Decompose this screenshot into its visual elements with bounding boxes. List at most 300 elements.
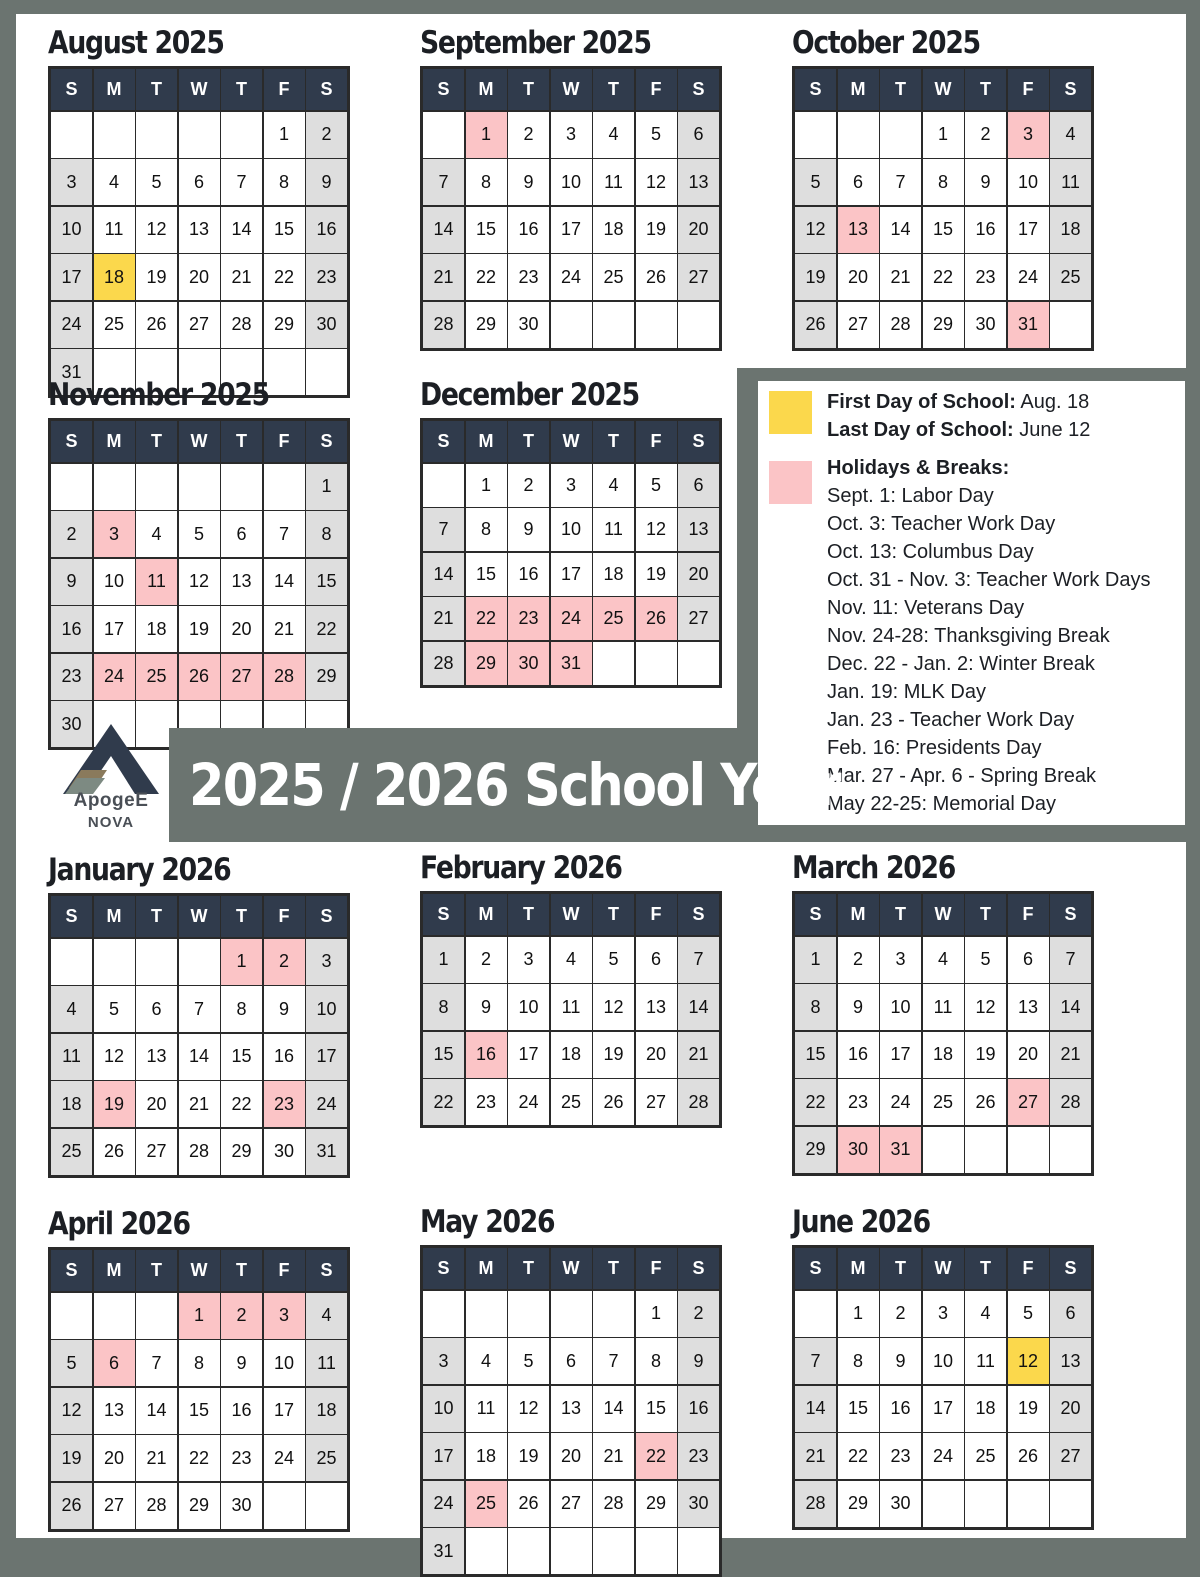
calendar-day: 9 <box>678 1338 719 1384</box>
calendar-day: 18 <box>923 1032 964 1078</box>
empty-cell <box>1008 1127 1049 1173</box>
calendar-day: 23 <box>508 597 549 640</box>
month-title: February 2026 <box>420 850 622 886</box>
empty-cell <box>136 464 177 510</box>
calendar-day: 14 <box>264 559 305 605</box>
calendar-day: 3 <box>94 511 135 557</box>
calendar-day: 30 <box>264 1129 305 1175</box>
day-header: S <box>51 421 92 462</box>
day-header: F <box>1008 1248 1049 1289</box>
empty-cell <box>1050 302 1091 348</box>
calendar-day: 16 <box>838 1032 879 1078</box>
calendar-day: 23 <box>678 1433 719 1479</box>
calendar-day: 6 <box>221 511 262 557</box>
calendar-day: 19 <box>94 1081 135 1127</box>
calendar-day: 29 <box>636 1481 677 1527</box>
day-header: S <box>1050 894 1091 935</box>
calendar-day: 16 <box>221 1388 262 1434</box>
calendar-day: 4 <box>306 1293 347 1339</box>
holidays-title: Holidays & Breaks: <box>827 457 1010 479</box>
calendar-day: 2 <box>965 112 1006 158</box>
calendar-day: 3 <box>551 112 592 158</box>
day-header: F <box>636 894 677 935</box>
day-header: S <box>51 896 92 937</box>
calendar-day: 10 <box>264 1340 305 1386</box>
day-header: W <box>179 69 220 110</box>
calendar-day: 14 <box>880 207 921 253</box>
day-header: W <box>923 894 964 935</box>
calendar-day: 29 <box>923 302 964 348</box>
logo-sub: NOVA <box>87 814 135 831</box>
calendar-day: 7 <box>221 159 262 205</box>
empty-cell <box>136 1293 177 1339</box>
calendar-day: 11 <box>923 984 964 1030</box>
calendar-day: 18 <box>965 1386 1006 1432</box>
calendar-day: 7 <box>678 937 719 983</box>
day-header: M <box>838 1248 879 1289</box>
calendar-day: 19 <box>965 1032 1006 1078</box>
calendar-day: 3 <box>880 937 921 983</box>
empty-cell <box>678 1528 719 1574</box>
calendar-day: 31 <box>306 1129 347 1175</box>
calendar-day: 28 <box>221 302 262 348</box>
calendar-day: 23 <box>965 254 1006 300</box>
day-header: M <box>838 69 879 110</box>
calendar-day: 16 <box>51 606 92 652</box>
calendar-day: 14 <box>1050 984 1091 1030</box>
first-last-day-swatch <box>769 391 812 434</box>
calendar-day: 5 <box>179 511 220 557</box>
calendar-day: 17 <box>551 553 592 596</box>
month-november-2025 <box>48 377 348 750</box>
calendar-day: 1 <box>795 937 836 983</box>
calendar-day: 11 <box>593 159 634 205</box>
holiday-item: Nov. 11: Veterans Day <box>827 597 1025 619</box>
calendar-day: 16 <box>965 207 1006 253</box>
calendar-day: 5 <box>636 464 677 507</box>
calendar-day: 27 <box>136 1129 177 1175</box>
day-header: T <box>136 896 177 937</box>
day-header: T <box>221 896 262 937</box>
calendar-day: 15 <box>221 1034 262 1080</box>
calendar-day: 4 <box>94 159 135 205</box>
month-title: October 2025 <box>792 25 980 61</box>
calendar-day: 28 <box>678 1079 719 1125</box>
calendar-day: 7 <box>136 1340 177 1386</box>
day-header: S <box>306 69 347 110</box>
calendar-day: 17 <box>51 254 92 300</box>
calendar-day: 21 <box>880 254 921 300</box>
calendar-grid <box>48 418 350 750</box>
calendar-day: 4 <box>466 1338 507 1384</box>
calendar-day: 2 <box>264 939 305 985</box>
calendar-day: 27 <box>221 654 262 700</box>
day-header: M <box>94 69 135 110</box>
day-header: S <box>306 1250 347 1291</box>
calendar-day: 25 <box>923 1079 964 1125</box>
calendar-day: 27 <box>179 302 220 348</box>
calendar-day: 17 <box>923 1386 964 1432</box>
calendar-day: 28 <box>179 1129 220 1175</box>
calendar-day: 24 <box>508 1079 549 1125</box>
calendar-day: 29 <box>795 1127 836 1173</box>
calendar-day: 5 <box>136 159 177 205</box>
calendar-day: 25 <box>94 302 135 348</box>
calendar-day: 23 <box>508 254 549 300</box>
day-header: M <box>466 69 507 110</box>
calendar-day: 7 <box>795 1338 836 1384</box>
calendar-day: 12 <box>593 984 634 1030</box>
calendar-day: 26 <box>795 302 836 348</box>
calendar-day: 13 <box>551 1386 592 1432</box>
calendar-day: 10 <box>1008 159 1049 205</box>
day-header: T <box>880 69 921 110</box>
calendar-day: 4 <box>51 986 92 1032</box>
calendar-grid <box>792 1245 1094 1530</box>
calendar-day: 19 <box>593 1032 634 1078</box>
calendar-day: 5 <box>94 986 135 1032</box>
calendar-day: 9 <box>508 159 549 205</box>
calendar-day: 31 <box>423 1528 464 1574</box>
calendar-grid <box>48 1247 350 1532</box>
calendar-day: 1 <box>306 464 347 510</box>
calendar-day: 29 <box>466 302 507 348</box>
calendar-day: 15 <box>179 1388 220 1434</box>
day-header: F <box>636 1248 677 1289</box>
month-february-2026 <box>420 850 720 1128</box>
calendar-day: 14 <box>795 1386 836 1432</box>
calendar-day: 30 <box>678 1481 719 1527</box>
day-header: T <box>508 69 549 110</box>
calendar-day: 25 <box>1050 254 1091 300</box>
calendar-day: 28 <box>795 1481 836 1527</box>
holiday-item: Mar. 27 - Apr. 6 - Spring Break <box>827 765 1097 787</box>
calendar-day: 29 <box>838 1481 879 1527</box>
calendar-day: 8 <box>306 511 347 557</box>
calendar-day: 3 <box>508 937 549 983</box>
empty-cell <box>678 642 719 685</box>
day-header: T <box>880 894 921 935</box>
calendar-day: 15 <box>923 207 964 253</box>
holiday-item: Oct. 13: Columbus Day <box>827 541 1034 563</box>
calendar-day: 30 <box>838 1127 879 1173</box>
calendar-day: 10 <box>423 1386 464 1432</box>
calendar-day: 22 <box>466 597 507 640</box>
calendar-day: 25 <box>136 654 177 700</box>
day-header: S <box>1050 69 1091 110</box>
calendar-day: 11 <box>466 1386 507 1432</box>
day-header: S <box>423 894 464 935</box>
empty-cell <box>1050 1127 1091 1173</box>
calendar-day: 15 <box>306 559 347 605</box>
calendar-day: 2 <box>880 1291 921 1337</box>
calendar-day: 4 <box>551 937 592 983</box>
calendar-day: 30 <box>51 701 92 747</box>
calendar-day: 6 <box>551 1338 592 1384</box>
calendar-day: 26 <box>51 1483 92 1529</box>
calendar-day: 12 <box>508 1386 549 1432</box>
calendar-day: 26 <box>636 254 677 300</box>
calendar-day: 8 <box>636 1338 677 1384</box>
empty-cell <box>593 302 634 348</box>
month-august-2025 <box>48 25 348 398</box>
calendar-day: 18 <box>593 553 634 596</box>
month-june-2026 <box>792 1204 1092 1530</box>
holiday-item: Jan. 19: MLK Day <box>827 681 986 703</box>
calendar-day: 4 <box>593 464 634 507</box>
calendar-day: 5 <box>593 937 634 983</box>
calendar-day: 25 <box>466 1481 507 1527</box>
calendar-day: 11 <box>51 1034 92 1080</box>
calendar-day: 16 <box>466 1032 507 1078</box>
calendar-day: 22 <box>264 254 305 300</box>
first-day-line <box>827 388 1089 416</box>
calendar-day: 18 <box>306 1388 347 1434</box>
calendar-day: 2 <box>838 937 879 983</box>
day-header: W <box>551 1248 592 1289</box>
calendar-day: 20 <box>221 606 262 652</box>
empty-cell <box>51 112 92 158</box>
calendar-day: 19 <box>636 207 677 253</box>
calendar-day: 31 <box>551 642 592 685</box>
day-header: S <box>423 421 464 462</box>
empty-cell <box>51 464 92 510</box>
calendar-day: 6 <box>136 986 177 1032</box>
calendar-day: 16 <box>508 207 549 253</box>
calendar-day: 15 <box>795 1032 836 1078</box>
calendar-day: 2 <box>51 511 92 557</box>
calendar-day: 23 <box>264 1081 305 1127</box>
calendar-day: 20 <box>838 254 879 300</box>
calendar-day: 23 <box>306 254 347 300</box>
calendar-day: 13 <box>636 984 677 1030</box>
calendar-day: 27 <box>94 1483 135 1529</box>
calendar-day: 1 <box>221 939 262 985</box>
calendar-day: 12 <box>1008 1338 1049 1384</box>
empty-cell <box>94 939 135 985</box>
day-header: M <box>466 894 507 935</box>
calendar-day: 28 <box>1050 1079 1091 1125</box>
calendar-day: 20 <box>678 207 719 253</box>
calendar-day: 18 <box>466 1433 507 1479</box>
day-header: M <box>838 894 879 935</box>
calendar-day: 4 <box>593 112 634 158</box>
calendar-grid <box>420 66 722 351</box>
calendar-day: 31 <box>1008 302 1049 348</box>
calendar-day: 29 <box>264 302 305 348</box>
calendar-day: 5 <box>508 1338 549 1384</box>
empty-cell <box>423 1291 464 1337</box>
day-header: F <box>264 1250 305 1291</box>
calendar-day: 4 <box>965 1291 1006 1337</box>
empty-cell <box>551 1291 592 1337</box>
calendar-day: 20 <box>94 1435 135 1481</box>
calendar-day: 26 <box>593 1079 634 1125</box>
calendar-day: 5 <box>965 937 1006 983</box>
empty-cell <box>264 349 305 395</box>
calendar-day: 16 <box>306 207 347 253</box>
empty-cell <box>508 1528 549 1574</box>
calendar-day: 27 <box>1008 1079 1049 1125</box>
calendar-day: 23 <box>838 1079 879 1125</box>
calendar-day: 24 <box>264 1435 305 1481</box>
calendar-day: 16 <box>508 553 549 596</box>
calendar-day: 21 <box>1050 1032 1091 1078</box>
month-title: March 2026 <box>792 850 956 886</box>
calendar-day: 14 <box>221 207 262 253</box>
calendar-day: 7 <box>423 159 464 205</box>
calendar-day: 15 <box>636 1386 677 1432</box>
calendar-day: 27 <box>636 1079 677 1125</box>
day-header: S <box>678 894 719 935</box>
empty-cell <box>423 112 464 158</box>
calendar-day: 15 <box>264 207 305 253</box>
calendar-day: 19 <box>508 1433 549 1479</box>
day-header: S <box>306 421 347 462</box>
calendar-day: 31 <box>51 349 92 395</box>
first-day-value: Aug. 18 <box>1015 391 1090 413</box>
empty-cell <box>179 464 220 510</box>
day-header: T <box>221 1250 262 1291</box>
calendar-day: 7 <box>423 508 464 551</box>
day-header: S <box>678 1248 719 1289</box>
calendar-day: 9 <box>965 159 1006 205</box>
calendar-day: 20 <box>551 1433 592 1479</box>
calendar-day: 17 <box>1008 207 1049 253</box>
calendar-day: 12 <box>179 559 220 605</box>
calendar-day: 18 <box>593 207 634 253</box>
calendar-day: 18 <box>551 1032 592 1078</box>
calendar-day: 18 <box>1050 207 1091 253</box>
calendar-day: 27 <box>678 597 719 640</box>
day-header: W <box>923 1248 964 1289</box>
calendar-day: 25 <box>551 1079 592 1125</box>
empty-cell <box>306 1483 347 1529</box>
empty-cell <box>221 464 262 510</box>
calendar-day: 22 <box>923 254 964 300</box>
calendar-day: 13 <box>179 207 220 253</box>
calendar-day: 20 <box>179 254 220 300</box>
day-header: T <box>593 894 634 935</box>
day-header: S <box>795 69 836 110</box>
calendar-day: 1 <box>466 112 507 158</box>
calendar-day: 17 <box>551 207 592 253</box>
calendar-day: 24 <box>94 654 135 700</box>
calendar-day: 1 <box>923 112 964 158</box>
calendar-day: 26 <box>179 654 220 700</box>
calendar-day: 11 <box>551 984 592 1030</box>
day-header: W <box>551 421 592 462</box>
calendar-day: 17 <box>880 1032 921 1078</box>
day-header: S <box>795 1248 836 1289</box>
calendar-day: 13 <box>1050 1338 1091 1384</box>
calendar-day: 12 <box>636 508 677 551</box>
month-march-2026 <box>792 850 1092 1176</box>
calendar-day: 14 <box>593 1386 634 1432</box>
calendar-day: 22 <box>179 1435 220 1481</box>
calendar-day: 2 <box>508 112 549 158</box>
day-header: T <box>508 1248 549 1289</box>
calendar-day: 17 <box>94 606 135 652</box>
day-header: F <box>264 69 305 110</box>
holiday-item: Oct. 3: Teacher Work Day <box>827 513 1056 535</box>
calendar-day: 3 <box>51 159 92 205</box>
calendar-day: 20 <box>1050 1386 1091 1432</box>
calendar-day: 7 <box>880 159 921 205</box>
day-header: S <box>306 896 347 937</box>
calendar-day: 19 <box>136 254 177 300</box>
calendar-day: 21 <box>136 1435 177 1481</box>
calendar-day: 10 <box>880 984 921 1030</box>
calendar-day: 21 <box>795 1433 836 1479</box>
calendar-day: 13 <box>221 559 262 605</box>
calendar-day: 3 <box>306 939 347 985</box>
calendar-day: 29 <box>179 1483 220 1529</box>
calendar-day: 15 <box>466 207 507 253</box>
day-header: M <box>94 1250 135 1291</box>
calendar-day: 12 <box>965 984 1006 1030</box>
calendar-day: 10 <box>551 159 592 205</box>
holiday-item: Jan. 23 - Teacher Work Day <box>827 709 1075 731</box>
calendar-day: 24 <box>1008 254 1049 300</box>
calendar-day: 17 <box>306 1034 347 1080</box>
calendar-day: 17 <box>508 1032 549 1078</box>
day-header: M <box>94 421 135 462</box>
banner <box>169 728 840 842</box>
last-day-label: Last Day of School: <box>827 419 1014 441</box>
first-day-label: First Day of School: <box>827 391 1016 413</box>
last-day-value: June 12 <box>1013 419 1091 441</box>
calendar-day: 3 <box>551 464 592 507</box>
day-header: S <box>51 69 92 110</box>
calendar-day: 13 <box>1008 984 1049 1030</box>
holiday-item: Dec. 22 - Jan. 2: Winter Break <box>827 653 1095 675</box>
day-header: S <box>51 1250 92 1291</box>
calendar-day: 8 <box>795 984 836 1030</box>
empty-cell <box>678 302 719 348</box>
holiday-list <box>827 482 1150 818</box>
day-header: M <box>466 1248 507 1289</box>
calendar-day: 26 <box>1008 1433 1049 1479</box>
calendar-day: 25 <box>965 1433 1006 1479</box>
calendar-day: 27 <box>1050 1433 1091 1479</box>
calendar-day: 14 <box>678 984 719 1030</box>
empty-cell <box>965 1127 1006 1173</box>
calendar-day: 5 <box>636 112 677 158</box>
calendar-day: 22 <box>795 1079 836 1125</box>
calendar-day: 19 <box>1008 1386 1049 1432</box>
calendar-day: 21 <box>221 254 262 300</box>
empty-cell <box>179 939 220 985</box>
month-october-2025 <box>792 25 1092 351</box>
calendar-day: 26 <box>965 1079 1006 1125</box>
calendar-day: 21 <box>678 1032 719 1078</box>
calendar-day: 19 <box>179 606 220 652</box>
empty-cell <box>593 642 634 685</box>
holiday-swatch <box>769 461 812 504</box>
empty-cell <box>423 464 464 507</box>
holiday-item: Oct. 31 - Nov. 3: Teacher Work Days <box>827 569 1151 591</box>
calendar-day: 11 <box>94 207 135 253</box>
month-april-2026 <box>48 1206 348 1532</box>
day-header: F <box>1008 894 1049 935</box>
calendar-day: 6 <box>838 159 879 205</box>
day-header: F <box>1008 69 1049 110</box>
calendar-day: 11 <box>965 1338 1006 1384</box>
calendar-day: 24 <box>923 1433 964 1479</box>
calendar-day: 25 <box>593 597 634 640</box>
day-header: T <box>221 421 262 462</box>
